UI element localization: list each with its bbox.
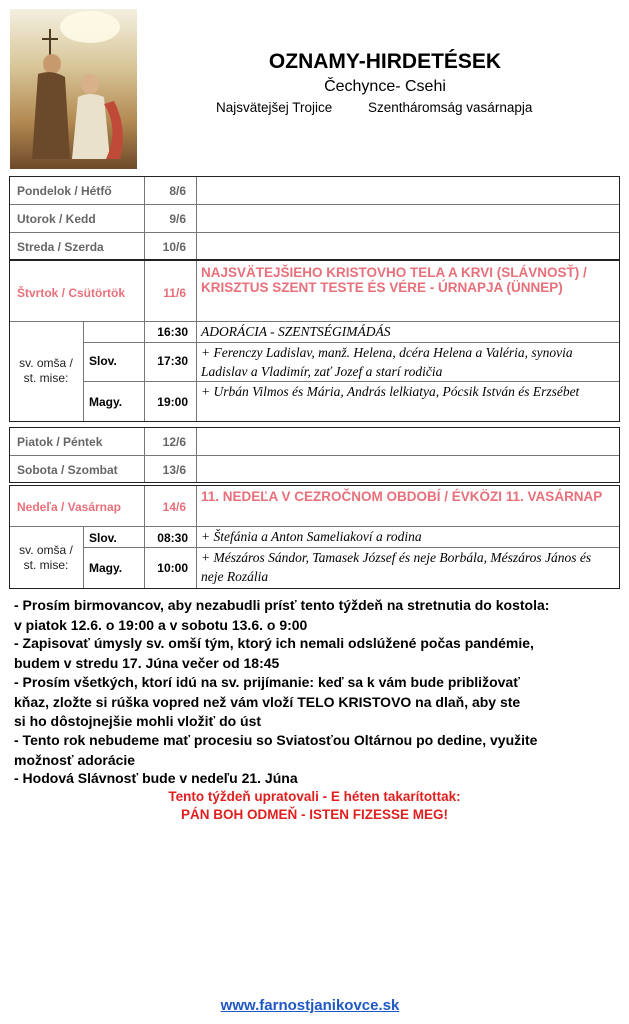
parish-name: Čechynce- Csehi bbox=[324, 78, 446, 95]
date-wednesday: 10/6 bbox=[162, 240, 186, 254]
mass-label-thursday: sv. omša / st. mise: bbox=[19, 356, 73, 385]
cleaning-notice: Tento týždeň upratovali - E héten takarítottak: bbox=[168, 789, 461, 804]
date-tuesday: 9/6 bbox=[169, 212, 186, 226]
day-tuesday: Utorok / Kedd bbox=[17, 212, 96, 226]
date-thursday: 11/6 bbox=[163, 286, 186, 300]
day-sunday: Nedeľa / Vasárnap bbox=[17, 500, 122, 514]
time-thu-3: 19:00 bbox=[157, 395, 188, 409]
intention-sun-1: + Štefánia a Anton Sameliakoví a rodina bbox=[201, 529, 422, 544]
date-monday: 8/6 bbox=[169, 184, 186, 198]
time-thu-1: 16:30 bbox=[157, 325, 188, 339]
blessing-line: PÁN BOH ODMEŇ - ISTEN FIZESSE MEG! bbox=[180, 807, 448, 822]
day-saturday: Sobota / Szombat bbox=[17, 463, 118, 477]
baptism-illustration bbox=[10, 9, 137, 169]
day-friday: Piatok / Péntek bbox=[17, 435, 103, 449]
thursday-table bbox=[9, 260, 620, 422]
time-sun-1: 08:30 bbox=[157, 531, 188, 545]
lang-sun-2: Magy. bbox=[89, 561, 123, 575]
note-mass-intentions: - Zapisovať úmysly sv. omší tým, ktorý ich nemali odslúžené počas pandémie, budem v stredu 17. Júna večer od 18:45 bbox=[14, 635, 534, 671]
page-title: OZNAMY-HIRDETÉSEK bbox=[268, 50, 502, 73]
baptism-of-christ-image bbox=[10, 9, 137, 169]
intention-thu-2: + Ferenczy Ladislav, manž. Helena, dcéra Helena a Valéria, synovia Ladislav a Vladimír, zať Jozef a starí rodičia bbox=[201, 345, 573, 379]
date-friday: 12/6 bbox=[162, 435, 186, 449]
date-saturday: 13/6 bbox=[162, 463, 186, 477]
weekday-table-1 bbox=[9, 176, 620, 260]
parish-website-link[interactable]: www.farnostjanikovce.sk bbox=[220, 997, 400, 1014]
note-communion: - Prosím všetkých, ktorí idú na sv. prijímanie: keď sa k vám bude približovať kňaz, zložte si rúška vopred než vám vloží TELO KRISTOVO na dlaň, aby ste si ho dôstojnejšie mohli vložiť do úst bbox=[14, 674, 521, 729]
day-wednesday: Streda / Szerda bbox=[17, 240, 104, 254]
time-thu-2: 17:30 bbox=[157, 354, 188, 368]
sunday-table bbox=[9, 485, 620, 589]
note-procession: - Tento rok nebudeme mať procesiu so Sviatosťou Oltárnou po dedine, využite možnosť adorácie bbox=[14, 732, 538, 768]
mass-label-sunday: sv. omša / st. mise: bbox=[19, 543, 73, 572]
date-sunday: 14/6 bbox=[162, 500, 186, 514]
note-feast-day: - Hodová Slávnosť bude v nedeľu 21. Júna bbox=[14, 770, 298, 786]
note-confirmation: - Prosím birmovancov, aby nezabudli prísť tento týždeň na stretnutia do kostola: v piatok 12.6. o 19:00 a v sobotu 13.6. o 9:00 bbox=[14, 597, 550, 633]
time-sun-2: 10:00 bbox=[157, 561, 188, 575]
day-monday: Pondelok / Hétfő bbox=[17, 184, 112, 198]
feast-hu: Szentháromság vasárnapja bbox=[368, 100, 533, 115]
intention-sun-2: + Mészáros Sándor, Tamasek József és neje Borbála, Mészáros János és neje Rozália bbox=[201, 550, 592, 584]
lang-sun-1: Slov. bbox=[89, 531, 117, 545]
feast-thursday: NAJSVÄTEJŠIEHO KRISTOVHO TELA A KRVI (SLÁVNOSŤ) / KRISZTUS SZENT TESTE ÉS VÉRE - ÚRNAPJA (ÜNNEP) bbox=[201, 265, 587, 295]
intention-thu-1: ADORÁCIA - SZENTSÉGIMÁDÁS bbox=[201, 324, 391, 339]
lang-thu-2: Slov. bbox=[89, 354, 117, 368]
intention-thu-3: + Urbán Vilmos és Mária, András lelkiatya, Pócsik István és Erzsébet bbox=[201, 384, 580, 399]
lang-thu-3: Magy. bbox=[89, 395, 123, 409]
day-thursday: Štvrtok / Csütörtök bbox=[17, 286, 126, 300]
feast-sunday: 11. NEDEĽA V CEZROČNOM OBDOBÍ / ÉVKÖZI 11. VASÁRNAP bbox=[201, 489, 603, 504]
weekday-table-2 bbox=[9, 427, 620, 483]
feast-sk: Najsvätejšej Trojice bbox=[216, 100, 333, 115]
